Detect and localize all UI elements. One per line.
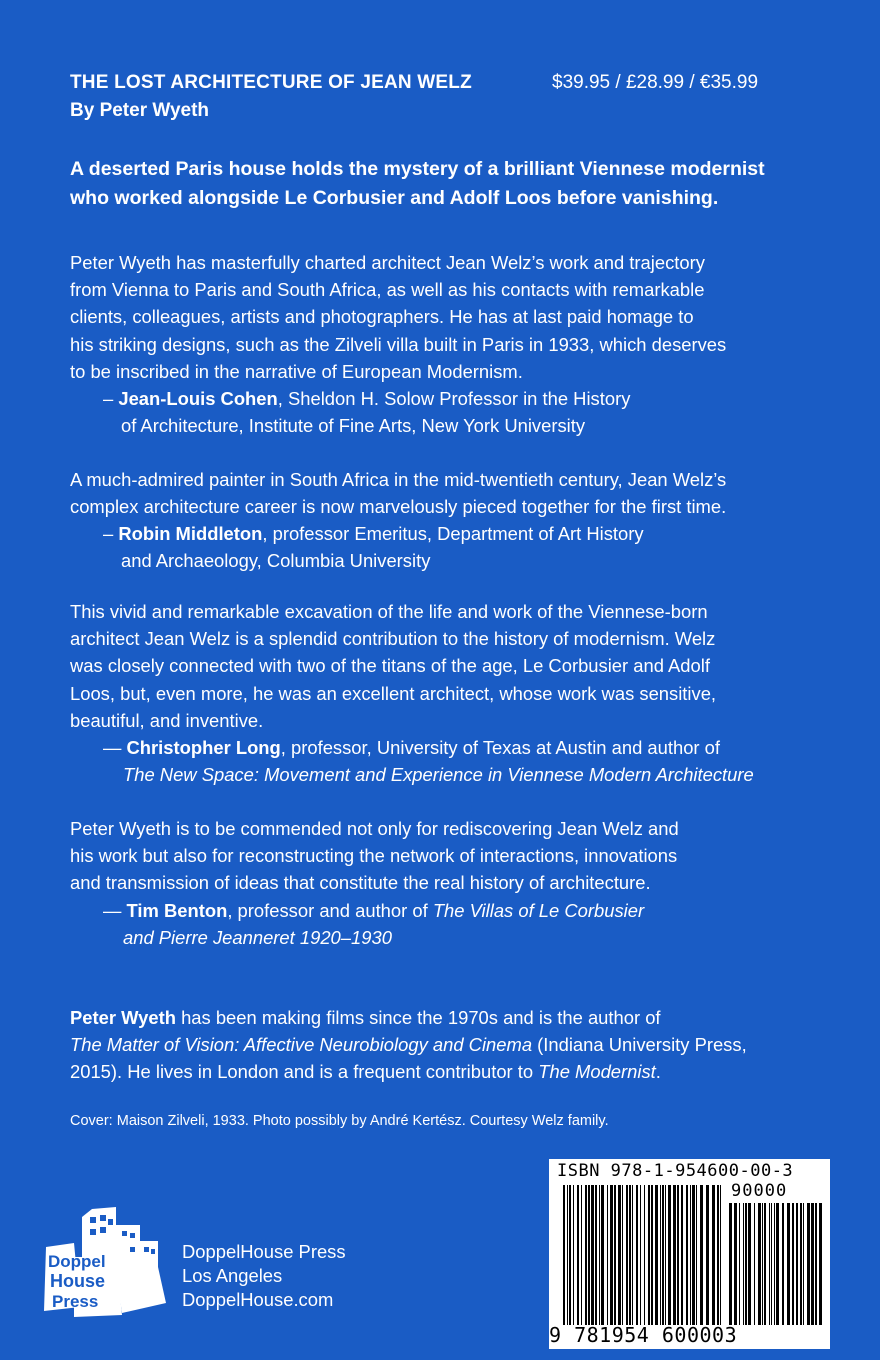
barcode-bar xyxy=(601,1185,604,1325)
barcode-bar xyxy=(569,1185,571,1325)
barcode-bar xyxy=(607,1185,608,1325)
barcode-bar xyxy=(796,1203,798,1325)
lead-summary xyxy=(70,155,830,213)
book-reference: The Villas of Le Corbusier xyxy=(432,900,645,921)
barcode-addon-bars-icon xyxy=(729,1203,824,1325)
price: $39.95 / £28.99 / €35.99 xyxy=(552,72,759,93)
barcode-bar xyxy=(720,1185,721,1325)
barcode-bar xyxy=(774,1203,775,1325)
book-author: By Peter Wyeth xyxy=(70,100,210,121)
reviewer-name: Robin Middleton xyxy=(118,523,263,544)
quote-line: from Vienna to Paris and South Africa, as well as his contacts with remarkable xyxy=(70,279,705,301)
barcode-bar xyxy=(618,1185,621,1325)
quote-line: beautiful, and inventive. xyxy=(70,709,264,731)
reviewer-name: Christopher Long xyxy=(126,737,281,758)
lead-line: who worked alongside Le Corbusier and Adolf Loos before vanishing. xyxy=(70,187,719,209)
barcode-bar xyxy=(762,1203,763,1325)
barcode-bar xyxy=(577,1185,579,1325)
book-title: THE LOST ARCHITECTURE OF JEAN WELZ xyxy=(70,72,472,93)
barcode-bar xyxy=(686,1185,688,1325)
bio-name: Peter Wyeth xyxy=(70,1007,176,1028)
barcode-bar xyxy=(717,1185,719,1325)
barcode-bar xyxy=(792,1203,794,1325)
barcode-bar xyxy=(665,1185,666,1325)
barcode-bar xyxy=(754,1203,755,1325)
barcode-bar xyxy=(591,1185,594,1325)
barcode-bar xyxy=(769,1203,770,1325)
barcode-bar xyxy=(748,1203,751,1325)
barcode-bar xyxy=(771,1203,772,1325)
blurb-attribution: — Christopher Long, professor, University of Texas at Austin and author of The New Space: Movement and Experience in Viennese Modern Architecture xyxy=(103,737,754,786)
quote-line: architect Jean Welz is a splendid contribution to the history of modernism. Welz xyxy=(70,628,716,650)
barcode-bar xyxy=(563,1185,565,1325)
barcode-bar xyxy=(629,1185,631,1325)
barcode-bar xyxy=(573,1185,574,1325)
quote-line: Loos, but, even more, he was an excellent architect, whose work was sensitive, xyxy=(70,682,717,704)
barcode-bar xyxy=(696,1185,697,1325)
barcode-bar xyxy=(692,1185,695,1325)
barcode-bar xyxy=(745,1203,747,1325)
barcode-bar xyxy=(614,1185,616,1325)
barcode-bar xyxy=(651,1185,653,1325)
reviewer-name: Jean-Louis Cohen xyxy=(118,388,278,409)
price-addon-number: 90000 xyxy=(731,1181,788,1201)
ean-digits: 9 781954 600003 xyxy=(549,1323,738,1347)
barcode-bar xyxy=(648,1185,650,1325)
barcode-bar xyxy=(739,1203,740,1325)
barcode-bar xyxy=(815,1203,817,1325)
logo-text: Doppel xyxy=(48,1252,106,1271)
barcode xyxy=(549,1159,830,1349)
barcode-bar xyxy=(803,1203,804,1325)
barcode-bar xyxy=(636,1185,638,1325)
quote-line: his striking designs, such as the Zilveli villa built in Paris in 1933, which deserves xyxy=(70,333,727,355)
quote-line: was closely connected with two of the titans of the age, Le Corbusier and Adolf xyxy=(70,655,710,677)
quote-line: A much-admired painter in South Africa in the mid-twentieth century, Jean Welz’s xyxy=(70,469,727,490)
quote-line: complex architecture career is now marvelously pieced together for the first time. xyxy=(70,496,727,518)
barcode-bar xyxy=(681,1185,683,1325)
barcode-bar xyxy=(776,1203,779,1325)
quote-line: clients, colleagues, artists and photographers. He has at last paid homage to xyxy=(70,306,694,328)
barcode-bar xyxy=(599,1185,600,1325)
quote-line: to be inscribed in the narrative of European Modernism. xyxy=(70,360,523,382)
barcode-bar xyxy=(764,1203,766,1325)
barcode-bar xyxy=(660,1185,661,1325)
barcode-bar xyxy=(581,1185,582,1325)
barcode-bar xyxy=(644,1185,645,1325)
barcode-bar xyxy=(662,1185,664,1325)
book-reference: and Pierre Jeanneret 1920–1930 xyxy=(123,927,392,949)
barcode-bar xyxy=(588,1185,590,1325)
barcode-bar xyxy=(800,1203,802,1325)
barcode-bar xyxy=(668,1185,671,1325)
barcode-bar xyxy=(690,1185,691,1325)
publisher-info xyxy=(182,1240,346,1312)
blurb-attribution: – Jean-Louis Cohen, Sheldon H. Solow Professor in the History of Architecture, Institute of Fine Arts, New York University xyxy=(103,388,631,437)
barcode-bar xyxy=(729,1203,732,1325)
quote-line: Peter Wyeth is to be commended not only for rediscovering Jean Welz and xyxy=(70,818,679,839)
lead-line: A deserted Paris house holds the mystery of a brilliant Viennese modernist xyxy=(70,158,765,180)
publisher-website: DoppelHouse.com xyxy=(182,1289,334,1310)
barcode-bar xyxy=(734,1203,737,1325)
blurb-attribution: — Tim Benton, professor and author of The Villas of Le Corbusier and Pierre Jeanneret 1920–1930 xyxy=(103,900,645,949)
barcode-bar xyxy=(782,1203,784,1325)
publisher-city: Los Angeles xyxy=(182,1265,283,1286)
quote-line: his work but also for reconstructing the network of interactions, innovations xyxy=(70,845,678,867)
barcode-bar xyxy=(758,1203,761,1325)
blurb-quote xyxy=(70,598,840,734)
blurb-quote xyxy=(70,249,840,385)
quote-line: and transmission of ideas that constitute the real history of architecture. xyxy=(70,872,651,894)
blurb-attribution: – Robin Middleton, professor Emeritus, Department of Art History and Archaeology, Columbia University xyxy=(103,523,644,572)
barcode-bar xyxy=(655,1185,658,1325)
barcode-bar xyxy=(640,1185,641,1325)
bio-book: The Matter of Vision: Affective Neurobiology and Cinema xyxy=(70,1034,533,1056)
barcode-bar xyxy=(595,1185,597,1325)
barcode-bar xyxy=(626,1185,628,1325)
barcode-bar xyxy=(610,1185,613,1325)
barcode-bar xyxy=(787,1203,790,1325)
quote-line: Peter Wyeth has masterfully charted architect Jean Welz’s work and trajectory xyxy=(70,252,705,273)
barcode-bar xyxy=(585,1185,587,1325)
barcode-bar xyxy=(706,1185,709,1325)
doppelhouse-logo-icon xyxy=(44,1207,174,1319)
bio-magazine: The Modernist xyxy=(538,1061,656,1083)
author-bio: Peter Wyeth has been making films since the 1970s and is the author of The Matter of Vision: Affective Neurobiology and Cinema (Indiana University Press, 2015). He lives in London and is a frequent contributor to The Modernist. xyxy=(70,1007,747,1083)
barcode-bar xyxy=(807,1203,810,1325)
quote-line: This vivid and remarkable excavation of the life and work of the Viennese-born xyxy=(70,601,708,622)
blurb-quote xyxy=(70,815,840,897)
barcode-bar xyxy=(673,1185,676,1325)
barcode-bar xyxy=(743,1203,744,1325)
barcode-bar xyxy=(819,1203,822,1325)
barcode-bar xyxy=(567,1185,568,1325)
reviewer-name: Tim Benton xyxy=(126,900,228,921)
logo-text: Press xyxy=(52,1292,99,1311)
barcode-bar xyxy=(712,1185,715,1325)
barcode-bar xyxy=(811,1203,814,1325)
book-reference: The New Space: Movement and Experience in Viennese Modern Architecture xyxy=(123,764,754,786)
cover-credit: Cover: Maison Zilveli, 1933. Photo possibly by André Kertész. Courtesy Welz family. xyxy=(70,1113,609,1129)
logo-text: House xyxy=(50,1271,106,1291)
barcode-bar xyxy=(700,1185,703,1325)
isbn-number: ISBN 978-1-954600-00-3 xyxy=(557,1161,794,1181)
barcode-bars-icon xyxy=(563,1185,723,1325)
barcode-bar xyxy=(677,1185,679,1325)
barcode-bar xyxy=(622,1185,623,1325)
blurb-quote xyxy=(70,466,840,520)
barcode-bar xyxy=(632,1185,633,1325)
publisher-name: DoppelHouse Press xyxy=(182,1241,346,1262)
